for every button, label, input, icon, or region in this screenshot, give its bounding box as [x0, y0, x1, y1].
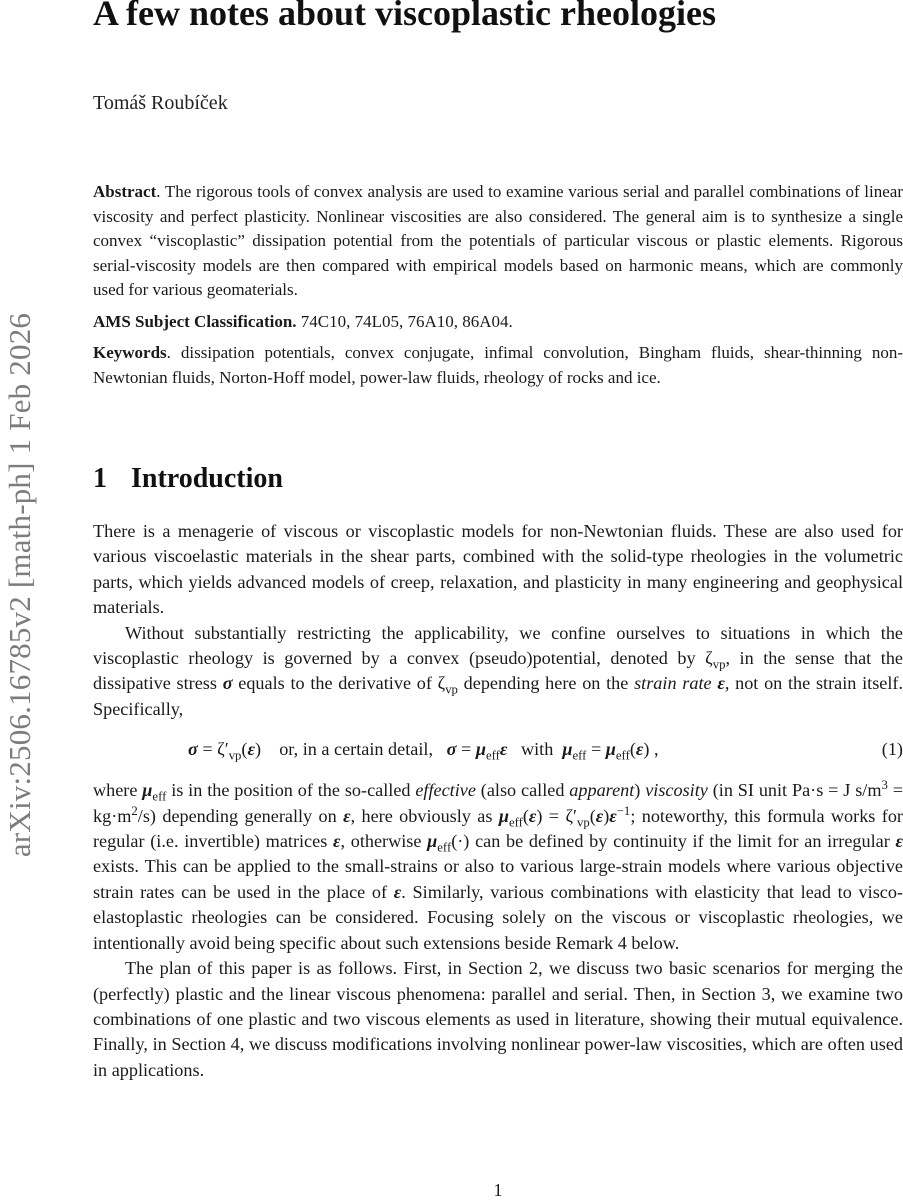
ams-classification [93, 310, 903, 335]
ams-label: AMS Subject Classification. [93, 311, 297, 331]
equation-number: (1) [881, 739, 903, 760]
paragraph-2: Without substantially restricting the applicability, we confine ourselves to situations in which the viscoplastic rheology is governed by a convex (pseudo)potential, denoted by $\zeta_{vp}$, in the sense that the dissipative stress σ equals to the derivative of $\zeta_{vp}$ depending here on the strain rate ε, not on the strain itself. Specifically, [93, 622, 903, 719]
section-number: 1 [93, 463, 107, 494]
paragraph-1: There is a menagerie of viscous or viscoplastic models for non-Newtonian fluids. These are also used for various viscoelastic materials in the shear parts, combined with the solid-type rheologies in the volumetric parts, which yields advanced models of creep, relaxation, and plasticity in many engineering and geophysical materials. [93, 521, 903, 618]
keywords-label: Keywords [93, 343, 167, 362]
abstract-block [93, 180, 903, 397]
keywords-paragraph [93, 341, 903, 390]
abstract-text: . The rigorous tools of convex analysis are used to examine various serial and parallel combinations of linear viscosity and perfect plasticity. Nonlinear viscosities are also considered. The general aim is to synthesize a single convex “viscoplastic” dissipation potential from the potentials of particular viscous or plastic elements. Rigorous serial-viscosity models are then compared with empirical models based on harmonic means, which are commonly used for various geomaterials. [93, 182, 903, 299]
section-heading [93, 463, 283, 495]
arxiv-identifier: arXiv:2506.16785v2 [math-ph] 1 Feb 2026 [2, 312, 37, 858]
equation-content: $\sigma = \zeta'_{vp}(\varepsilon)$ or, in a certain detail, $\sigma = \mu_{eff}\varepsilon$ with $\mu_{eff} = \mu_{eff}(\varepsilon)$ , [188, 739, 659, 763]
author-name: Tomáš Roubíček [93, 92, 228, 114]
paper-title: A few notes about viscoplastic rheologies [93, 0, 716, 33]
strain-rate-term: strain rate [634, 673, 712, 694]
section-body [93, 519, 903, 1083]
section-title: Introduction [131, 463, 283, 494]
symbol-sigma: σ [222, 673, 233, 694]
equation-1 [93, 722, 903, 778]
abstract-paragraph [93, 180, 903, 303]
keywords-text: . dissipation potentials, convex conjugate, infimal convolution, Bingham fluids, shear-thinning non-Newtonian fluids, Norton-Hoff model, power-law fluids, rheology of rocks and ice. [93, 343, 903, 387]
arxiv-identifier-sidebar [0, 270, 40, 900]
ams-codes: 74C10, 74L05, 76A10, 86A04. [296, 311, 513, 331]
page-number: 1 [493, 1180, 503, 1200]
paragraph-4: The plan of this paper is as follows. First, in Section 2, we discuss two basic scenarios for merging the (perfectly) plastic and the linear viscous phenomena: parallel and serial. Then, in Section 3, we examine two combinations of one plastic and two viscous elements as used in literature, showing their mutual equivalence. Finally, in Section 4, we discuss modifications involving nonlinear power-law viscosities, which are often used in applications. [93, 958, 903, 1080]
paragraph-3: where $\mu_{eff}$ is in the position of the so-called effective (also called apparent) viscosity (in SI unit Pa·s = J $s/m^3 = kg\cdot m^2/s$) depending generally on ε, here obviously as $\mu_{eff}(\varepsilon) = \zeta'_{vp}(\varepsilon)\varepsilon^{-1}$; noteworthy, this formula works for regular (i.e. invertible) matrices ε, otherwise $\mu_{eff}(\cdot)$ can be defined by continuity if the limit for an irregular ε exists. This can be applied to the small-strains or also to various large-strain models where various objective strain rates can be used in the place of ε. Similarly, various combinations with elasticity that lead to visco-elastoplastic rheologies can be considered. Focusing solely on the viscous or viscoplastic rheologies, we intentionally avoid being specific about such extensions beside Remark 4 below. [93, 778, 903, 953]
abstract-label: Abstract [93, 182, 157, 201]
